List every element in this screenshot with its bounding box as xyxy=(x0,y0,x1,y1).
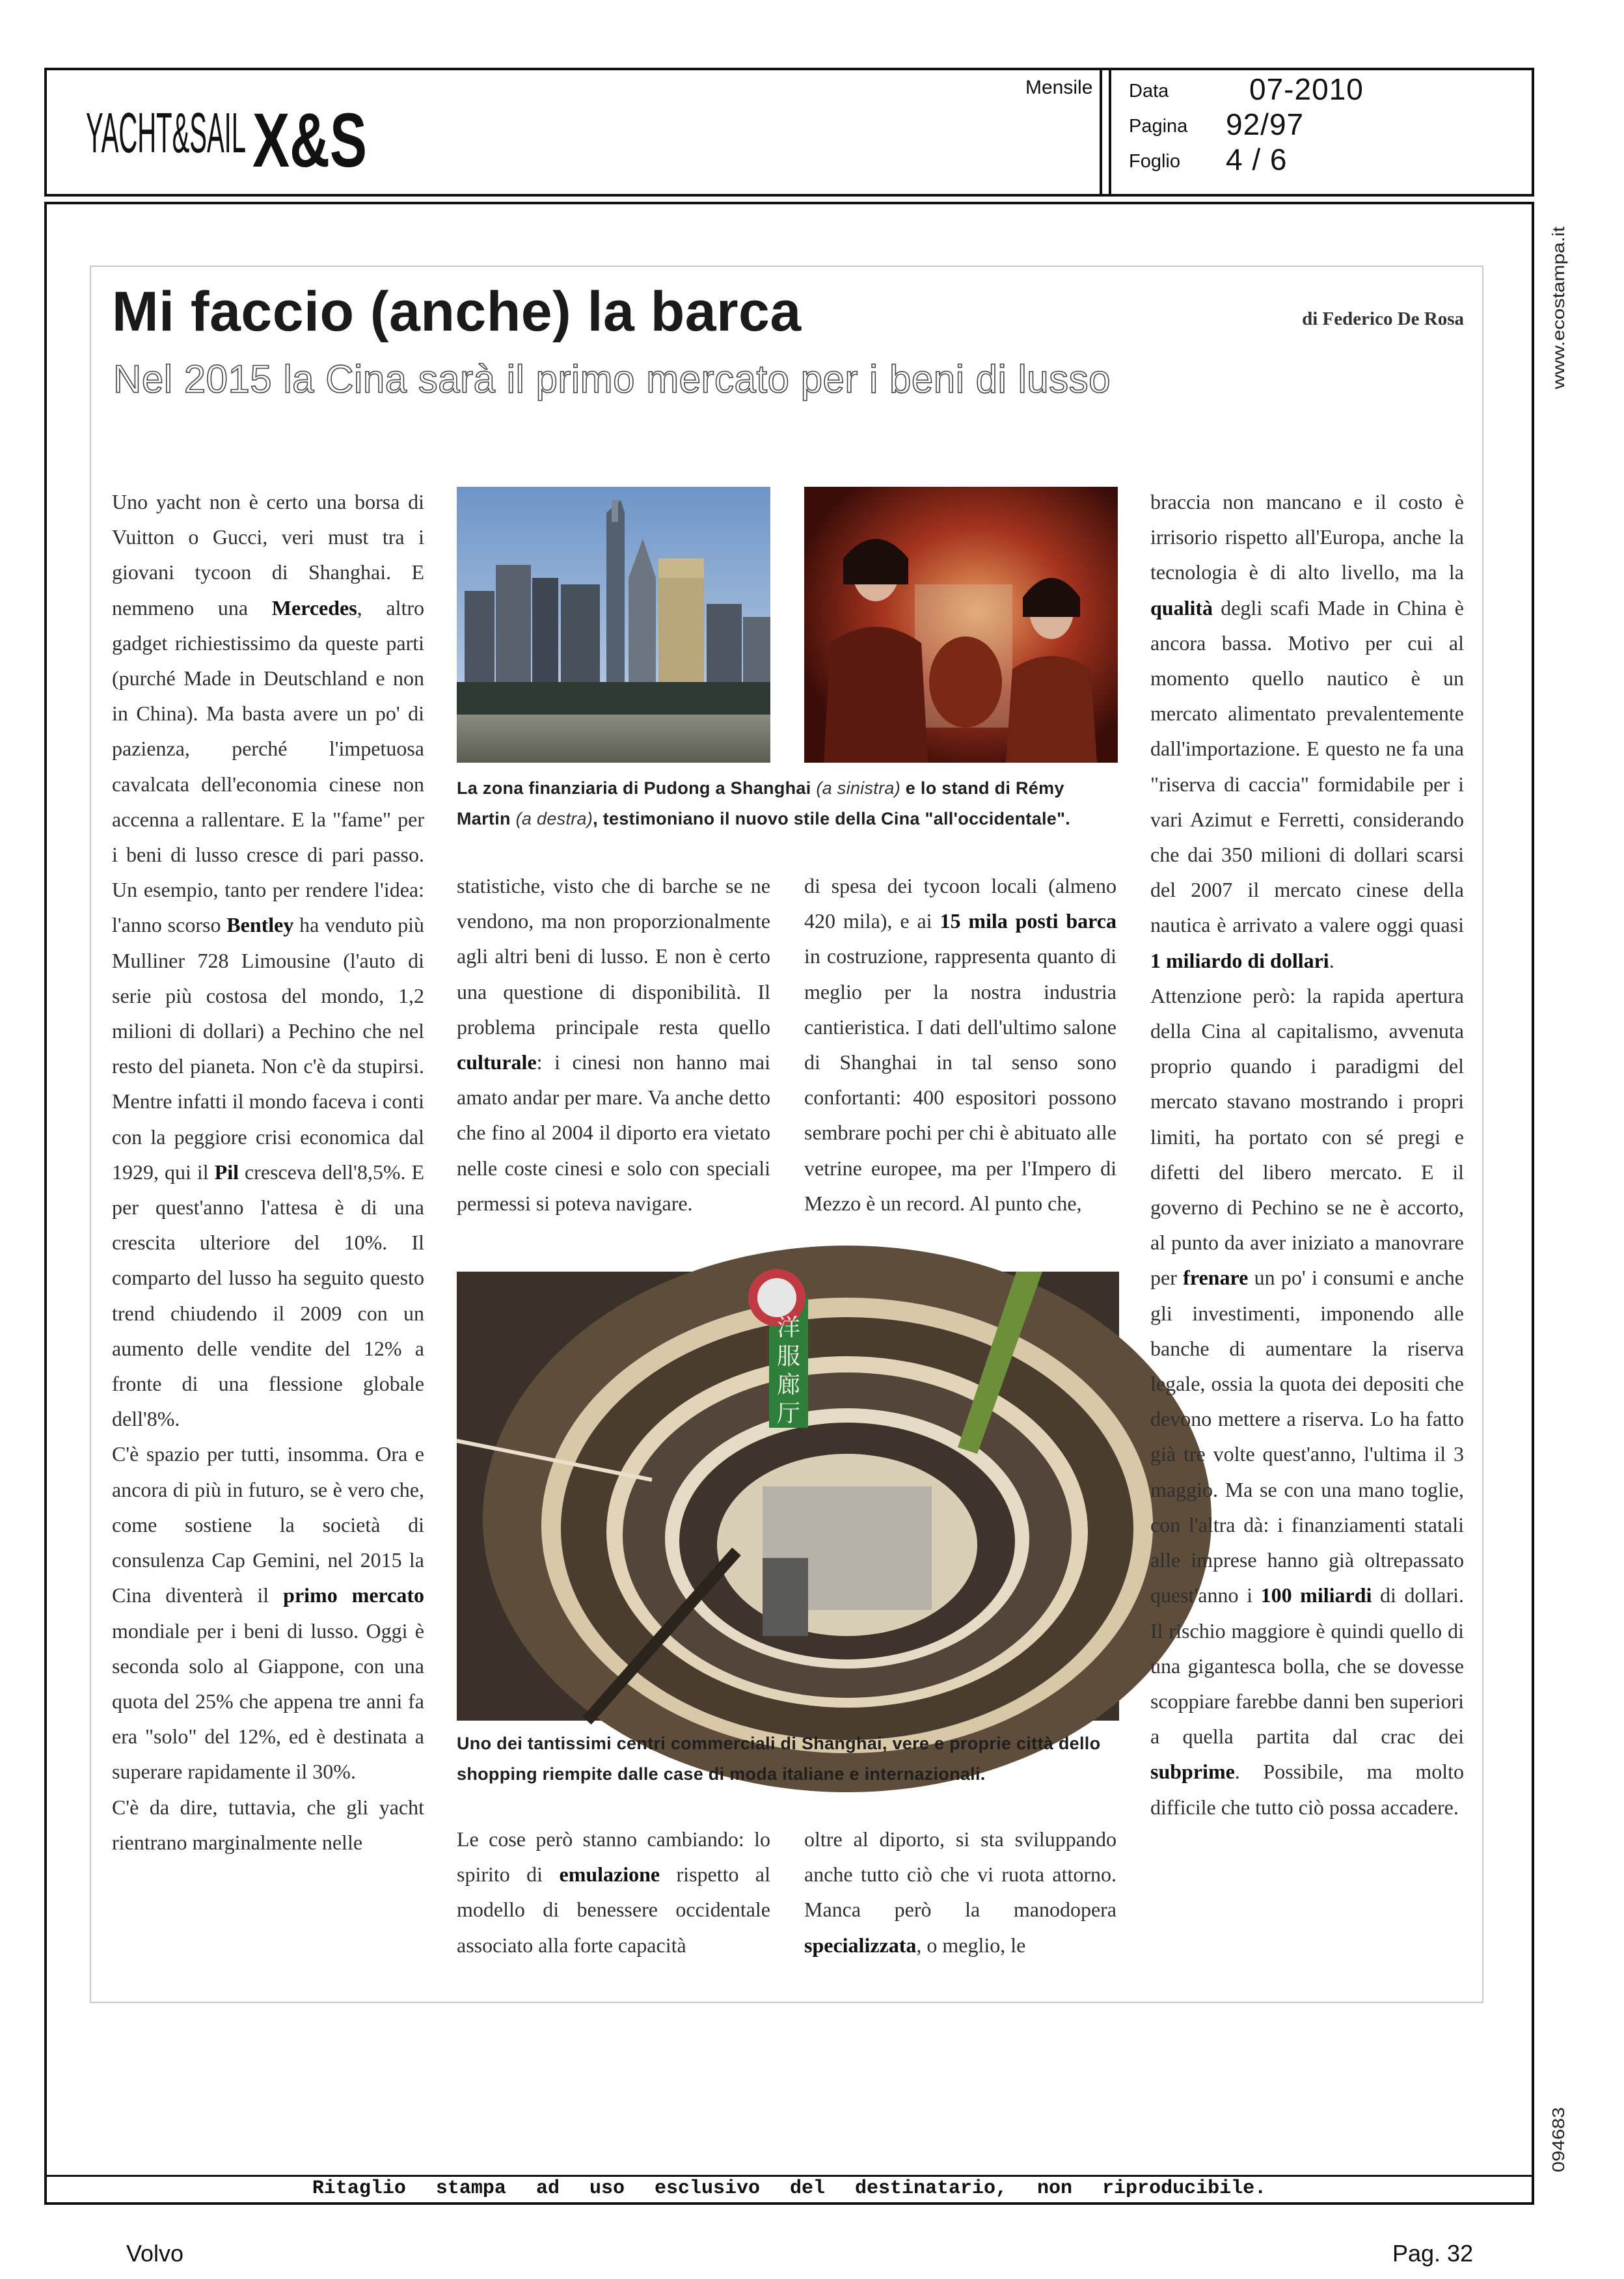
archive-code-vertical xyxy=(1542,2102,1575,2174)
frequency-label: Mensile xyxy=(1025,77,1093,98)
banner-char: 廊 xyxy=(776,1372,801,1399)
article-byline: di Federico De Rosa xyxy=(1302,308,1464,329)
article-title: Mi faccio (anche) la barca xyxy=(112,280,802,343)
logo-yacht-sail: YACHT&SAIL xyxy=(86,102,246,165)
banner-char: 洋 xyxy=(776,1315,801,1341)
page-value: 92/97 xyxy=(1226,107,1305,141)
header-divider xyxy=(1109,69,1111,195)
date-label: Data xyxy=(1129,81,1169,102)
sheet-label: Foglio xyxy=(1129,151,1180,172)
photo-shanghai-mall xyxy=(457,1272,1119,1721)
text-column-3: di spesa dei tycoon locali (almeno 420 mila), e ai 15 mila posti barca in costruzione, rappresenta quanto di meglio per la nostra industria cantieristica. I dati dell'ultimo salone di Shanghai in tal senso sono confortanti: 400 espositori possono sembrare pochi per chi è abituato alle vetrine europee, ma per l'Impero di Mezzo è un record. Al punto che, xyxy=(804,874,1117,1215)
svg-text:094683: 094683 xyxy=(1549,2116,1568,2172)
banner-char: 服 xyxy=(776,1343,801,1370)
sheet-value: 4 / 6 xyxy=(1226,143,1288,176)
footer-page-number: Pag. 32 xyxy=(1392,2240,1474,2267)
svg-text:www.ecostampa.it: www.ecostampa.it xyxy=(1549,252,1568,389)
disclaimer-rule xyxy=(44,2175,1534,2177)
logo-xs: X&S xyxy=(252,98,367,184)
caption-photo-mall: Uno dei tantissimi centri commerciali di Shanghai, vere e proprie città dello shopping riempite dalle case di moda italiane e internazionali. xyxy=(457,1734,1101,1784)
photo-remy-martin-stand xyxy=(804,487,1118,763)
text-column-4: braccia non mancano e il costo è irrisorio rispetto all'Europa, anche la tecnologia è di alto livello, ma la qualità degli scafi Made in China è ancora bassa. Motivo per cui al momento quello nautico è un mercato alimentato prevalentemente dall'importazione. E questo ne fa una "riserva di caccia" formidabile per i vari Azimut e Ferretti, considerando che dai 350 milioni di dollari scarsi del 2007 il mercato cinese della nautica è arrivato a valere oggi quasi 1 miliardo di dollari. Attenzione però: la rapida apertura della Cina al capitalismo, avvenuta proprio quando i paradigmi del mercato stavano mostrando i propri limiti, ha portato con sé pregi e difetti del libero mercato. E il governo di Pechino se ne è accorto, al punto da aver iniziato a manovrare per frenare un po' i consumi e anche gli investimenti, imponendo alle banche di aumentare la riserva legale, ossia la quota dei depositi che devono mettere a riserva. Lo ha fatto già tre volte quest'anno, l'ultima il 3 maggio. Ma se con una mano toglie, con l'altra dà: i finanziamenti statali alle imprese hanno già oltrepassato quest'anno i 100 miliardi di dollari. Il rischio maggiore è quindi quello di una gigantesca bolla, che se dovesse scoppiare farebbe danni ben superiori a quella partita dal crac dei subprime. Possibile, ma molto difficile che tutto ciò possa accadere. xyxy=(1150,490,1465,1819)
text-column-2-continued: Le cose però stanno cambiando: lo spirito di emulazione rispetto al modello di benessere occidentale associato alla forte capacità xyxy=(457,1827,771,1957)
text-column-1: Uno yacht non è certo una borsa di Vuitton o Gucci, veri must tra i giovani tycoon di Shanghai. E nemmeno una Mercedes, altro gadget richiestissimo da queste parti (purché Made in Deutschland e non in China). Ma basta avere un po' di pazienza, perché l'impetuosa cavalcata dell'economia cinese non accenna a rallentare. E la "fame" per i beni di lusso cresce di pari passo. Un esempio, tanto per rendere l'idea: l'anno scorso Bentley ha venduto più Mulliner 728 Limousine (l'auto di serie più costosa del mondo, 1,2 milioni di dollari) a Pechino che nel resto del pianeta. Non c'è da stupirsi. Mentre infatti il mondo faceva i conti con la peggiore crisi economica dal 1929, qui il Pil cresceva dell'8,5%. E per quest'anno l'attesa è di una crescita ulteriore del 10%. Il comparto del lusso ha seguito questo trend chiudendo il 2009 con un aumento delle vendite del 12% a fronte di una flessione globale dell'8%. C'è spazio per tutti, insomma. Ora e ancora di più in futuro, se è vero che, come sostiene la società di consulenza Cap Gemini, nel 2015 la Cina diventerà il primo mercato mondiale per i beni di lusso. Oggi è seconda solo al Giappone, con una quota del 25% che appena tre anni fa era "solo" del 12%, ed è destinata a superare rapidamente il 30%. C'è da dire, tuttavia, che gli yacht rientrano marginalmente nelle xyxy=(112,490,425,1854)
text-column-2: statistiche, visto che di barche se ne vendono, ma non proporzionalmente agli altri beni di lusso. E non è certo una questione di disponibilità. Il problema principale resta quello culturale: i cinesi non hanno mai amato andar per mare. Va anche detto che fino al 2004 il diporto era vietato nelle coste cinesi e solo con speciali permessi si poteva navigare. xyxy=(457,874,770,1215)
caption-photos-top: La zona finanziaria di Pudong a Shanghai (a sinistra) e lo stand di Rémy Martin (a destra), testimoniano il nuovo stile della Cina "all'occidentale". xyxy=(457,778,1071,828)
disclaimer: Ritaglio stampa ad uso esclusivo del destinatario, non riproducibile. xyxy=(312,2177,1267,2200)
photo-pudong-skyline xyxy=(457,487,770,763)
website-vertical xyxy=(1542,221,1575,390)
article-subtitle: Nel 2015 la Cina sarà il primo mercato per i beni di lusso xyxy=(113,357,1111,401)
header-divider xyxy=(1100,69,1102,195)
page-label: Pagina xyxy=(1129,116,1188,137)
text-column-3-continued: oltre al diporto, si sta sviluppando anche tutto ciò che vi ruota attorno. Manca però la manodopera specializzata, o meglio, le xyxy=(804,1827,1116,1957)
footer-client: Volvo xyxy=(126,2240,184,2267)
date-value: 07-2010 xyxy=(1249,72,1364,106)
banner-char: 厅 xyxy=(776,1400,801,1427)
masthead-logo xyxy=(85,85,371,182)
